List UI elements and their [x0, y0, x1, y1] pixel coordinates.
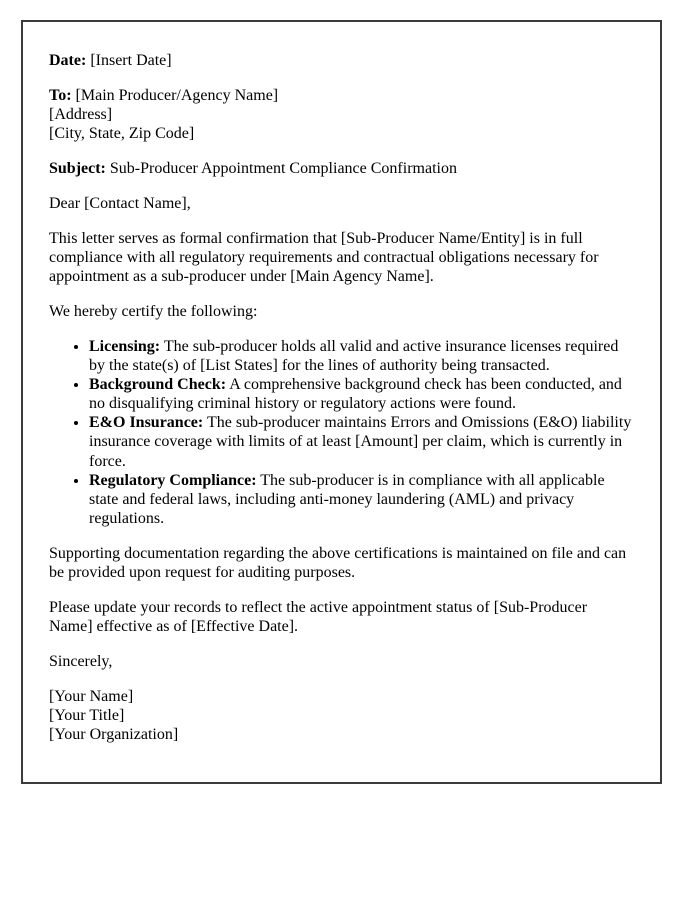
salutation: Dear [Contact Name], [49, 195, 191, 213]
signature-name: [Your Name] [49, 687, 134, 705]
signature-organization: [Your Organization] [49, 725, 179, 743]
signature-title: [Your Title] [49, 706, 125, 724]
supporting-paragraph: Supporting documentation regarding the above certifications is maintained on file and can be provided upon request for auditing purposes. [49, 544, 627, 581]
certification-text: The sub-producer holds all valid and active insurance licenses required by the state(s) of [List States] for the lines of authority being transacted. [89, 338, 619, 375]
letter-container [21, 20, 662, 784]
recipient-block [49, 86, 634, 143]
certification-label: Background Check: [89, 376, 227, 394]
certification-item-licensing [89, 337, 634, 375]
certification-label: E&O Insurance: [89, 414, 204, 432]
date-label: Date: [49, 52, 87, 69]
certification-item-regulatory-compliance [89, 471, 634, 528]
address-line: [Address] [49, 106, 113, 124]
certification-text: The sub-producer maintains Errors and Omissions (E&O) liability insurance coverage with limits of at least [Amount] per claim, which is currently in force. [89, 414, 632, 470]
to-value: [Main Producer/Agency Name] [75, 87, 279, 105]
subject-value: Sub-Producer Appointment Compliance Confirmation [109, 160, 457, 178]
certification-text: The sub-producer is in compliance with all applicable state and federal laws, including anti-money laundering (AML) and privacy regulations. [89, 471, 605, 527]
subject-line [49, 159, 634, 178]
date-value: [Insert Date] [90, 52, 172, 69]
city-line: [City, State, Zip Code] [49, 125, 195, 143]
certification-list [49, 337, 634, 527]
signature-block [49, 687, 634, 744]
certification-item-background-check [89, 375, 634, 413]
certify-intro: We hereby certify the following: [49, 303, 258, 321]
date-line [49, 51, 634, 70]
update-paragraph: Please update your records to reflect the active appointment status of [Sub-Producer Name] effective as of [Effective Date]. [49, 598, 588, 635]
intro-paragraph: This letter serves as formal confirmation that [Sub-Producer Name/Entity] is in full compliance with all regulatory requirements and contractual obligations necessary for appointment as a sub-producer under [Main Agency Name]. [49, 230, 599, 286]
certification-item-eo-insurance [89, 413, 634, 470]
to-label: To: [49, 87, 72, 105]
subject-label: Subject: [49, 160, 106, 178]
certification-label: Regulatory Compliance: [89, 471, 257, 489]
certification-label: Licensing: [89, 338, 161, 356]
certification-text: A comprehensive background check has been conducted, and no disqualifying criminal history or regulatory actions were found. [89, 376, 622, 413]
closing: Sincerely, [49, 652, 113, 670]
